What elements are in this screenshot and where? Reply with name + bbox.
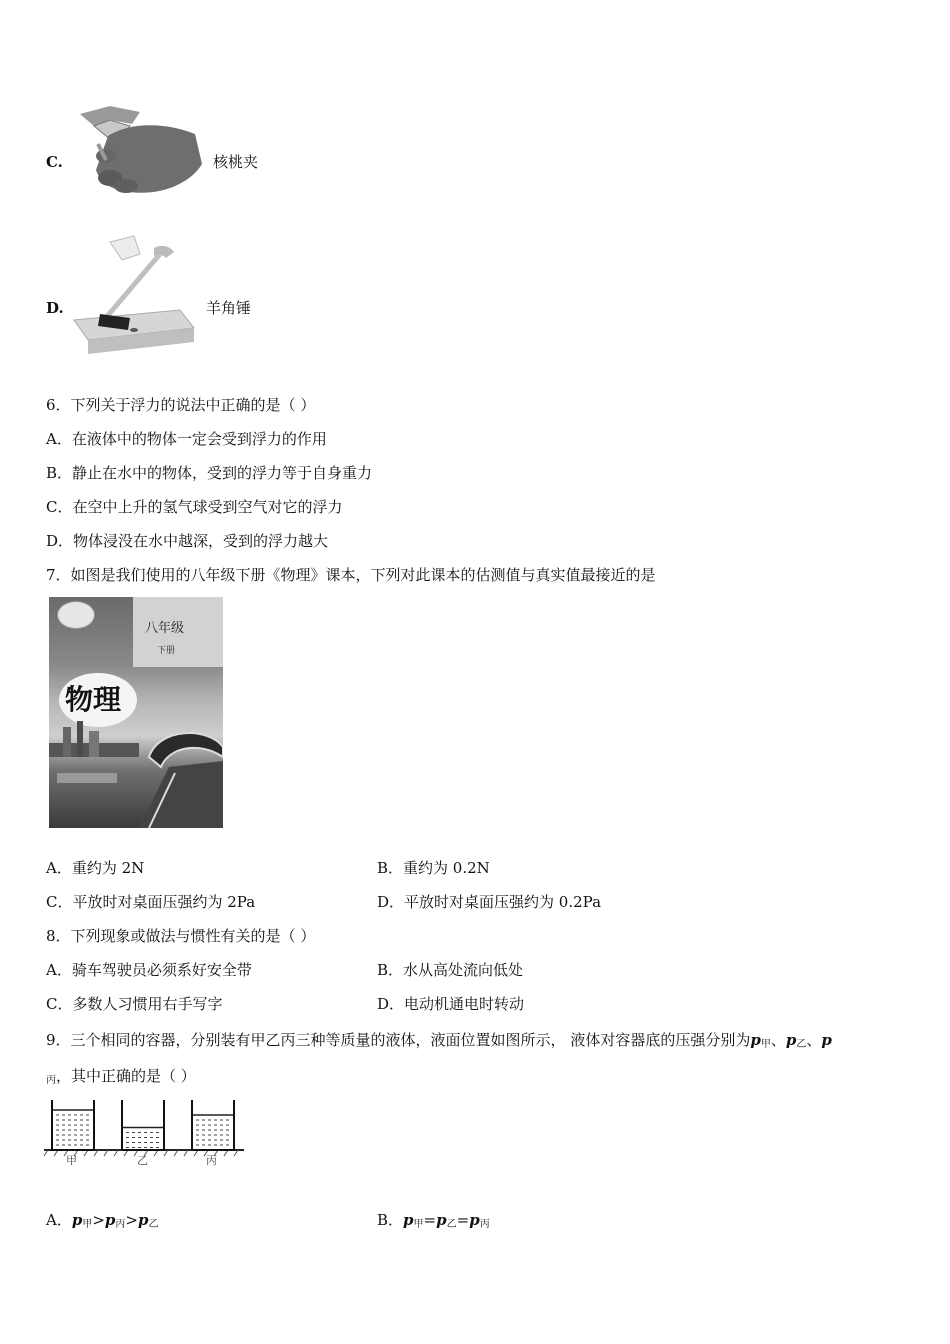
claw-hammer-icon	[70, 234, 200, 356]
q8-option-b: B．水从高处流向低处	[377, 961, 524, 979]
container-yi-liquid	[122, 1128, 164, 1151]
containers-figure	[44, 1096, 244, 1168]
q6-option-c: C．在空中上升的氢气球受到空气对它的浮力	[46, 498, 343, 516]
container-label-yi: 乙	[137, 1154, 148, 1167]
q9-stem-line2: 丙，其中正确的是（ ）	[46, 1067, 196, 1086]
bridge-icon	[49, 717, 223, 828]
publisher-logo	[57, 601, 95, 629]
q7-option-b: B．重约为 0.2N	[377, 859, 490, 877]
option-c-label: C.	[46, 153, 63, 171]
q9-stem-line1: 9．三个相同的容器，分别装有甲乙丙三种等质量的液体，液面位置如图所示， 液体对容器底的压强分别为p甲、p乙、p	[46, 1031, 832, 1050]
q7-option-a: A．重约为 2N	[46, 859, 145, 877]
q8-stem: 8．下列现象或做法与惯性有关的是（ ）	[46, 927, 316, 945]
book-grade: 八年级	[145, 621, 185, 636]
q7-option-d: D．平放时对桌面压强约为 0.2Pa	[377, 893, 602, 911]
container-label-jia: 甲	[66, 1154, 77, 1167]
q6-stem: 6．下列关于浮力的说法中正确的是（ ）	[46, 396, 316, 414]
q6-option-b: B．静止在水中的物体，受到的浮力等于自身重力	[46, 464, 373, 482]
q7-stem: 7．如图是我们使用的八年级下册《物理》课本，下列对此课本的估测值与真实值最接近的是	[46, 566, 656, 584]
option-d-label: D.	[46, 299, 64, 317]
q6-option-a: A．在液体中的物体一定会受到浮力的作用	[46, 430, 327, 448]
q7-option-c: C．平放时对桌面压强约为 2Pa	[46, 893, 256, 911]
walnut-cracker-icon	[70, 104, 210, 204]
q8-option-a: A．骑车驾驶员必须系好安全带	[46, 961, 252, 979]
container-label-bing: 丙	[206, 1154, 217, 1167]
option-c-text: 核桃夹	[213, 153, 259, 171]
option-d-text: 羊角锤	[206, 299, 252, 317]
book-volume: 下册	[157, 646, 176, 656]
q8-option-c: C．多数人习惯用右手写字	[46, 995, 223, 1013]
q9-option-b: B．p甲=p乙=p丙	[377, 1211, 490, 1230]
book-title: 物理	[65, 683, 122, 716]
q9-option-a: A．p甲>p丙>p乙	[46, 1211, 159, 1230]
q6-option-d: D．物体浸没在水中越深，受到的浮力越大	[46, 532, 329, 550]
textbook-cover	[49, 597, 223, 828]
q8-option-d: D．电动机通电时转动	[377, 995, 525, 1013]
